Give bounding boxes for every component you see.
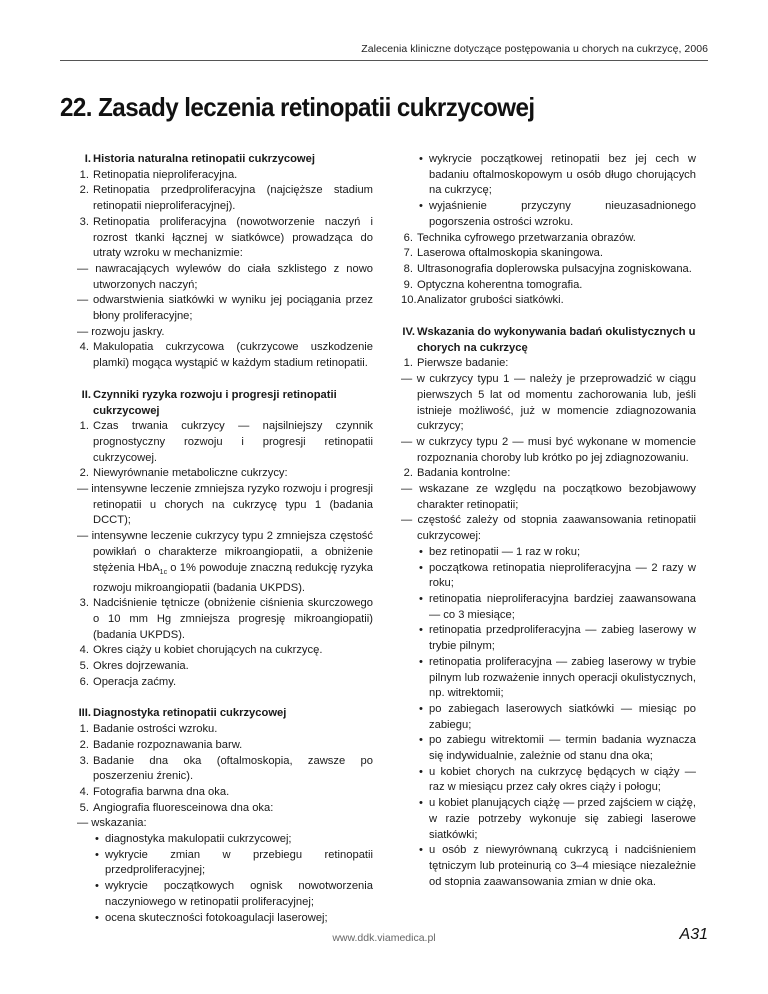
- dash-item: — rozwoju jaskry.: [77, 325, 165, 338]
- bullet-item: [401, 702, 696, 733]
- item-text: Operacja zaćmy.: [93, 675, 177, 688]
- subscript: 1c: [159, 568, 168, 576]
- item-text: Optyczna koherentna tomografia.: [417, 278, 583, 291]
- section-title: Czynniki ryzyka rozwoju i progresji retinopatii cukrzycowej: [93, 388, 337, 417]
- item-text: retinopatia nieproliferacyjna bardziej zaawansowana — co 3 miesiące;: [429, 592, 696, 621]
- bullet-icon: •: [419, 624, 423, 637]
- bullet-icon: •: [419, 702, 423, 715]
- item-number: 1.: [79, 723, 89, 736]
- item-number: 1.: [79, 420, 89, 433]
- numbered-item: [77, 785, 373, 801]
- numbered-item: [77, 801, 373, 817]
- item-text: Okres dojrzewania.: [93, 660, 189, 673]
- section-heading: [77, 706, 373, 722]
- section-heading: [77, 152, 373, 168]
- bullet-item: [401, 843, 696, 890]
- numbered-item: [401, 278, 696, 294]
- numbered-item: [401, 262, 696, 278]
- numbered-item: [77, 659, 373, 675]
- section-diagnostics-continued: [401, 152, 696, 309]
- bullet-icon: •: [419, 545, 423, 558]
- bullet-icon: •: [419, 200, 423, 213]
- item-number: 5.: [79, 801, 89, 814]
- section-number: IV.: [402, 326, 415, 339]
- item-text: u osób z niewyrównaną cukrzycą i nadciśnieniem tętniczym lub proteinurią co 3–4 miesiące niezależnie od stopnia zaawansowania zmian w dnie oka.: [429, 844, 696, 888]
- item-text: Fotografia barwna dna oka.: [93, 785, 230, 798]
- bullet-icon: •: [95, 880, 99, 893]
- numbered-item: [77, 419, 373, 466]
- numbered-item: [77, 466, 373, 482]
- item-text: Badanie ostrości wzroku.: [93, 723, 218, 736]
- bullet-icon: •: [419, 734, 423, 747]
- item-text: diagnostyka makulopatii cukrzycowej;: [105, 833, 292, 846]
- item-text: Badania kontrolne:: [417, 467, 511, 480]
- item-text: ocena skuteczności fotokoagulacji laserowej;: [105, 911, 328, 924]
- numbered-item: [77, 675, 373, 691]
- bullet-icon: •: [95, 911, 99, 924]
- item-number: 4.: [79, 785, 89, 798]
- dash-item: — odwarstwienia siatkówki w wyniku jej pociągania przez błony proliferacyjne;: [77, 294, 373, 323]
- page-number: A31: [679, 926, 708, 943]
- numbered-item: [401, 293, 696, 309]
- item-number: 4.: [79, 644, 89, 657]
- item-number: 3.: [79, 754, 89, 767]
- item-number: 4.: [79, 341, 89, 354]
- item-text: Niewyrównanie metaboliczne cukrzycy:: [93, 467, 288, 480]
- bullet-icon: •: [419, 844, 423, 857]
- numbered-item: [77, 168, 373, 184]
- bullet-item: [401, 796, 696, 843]
- bullet-item: [401, 733, 696, 764]
- bullet-icon: •: [419, 655, 423, 668]
- item-text: po zabiegu witrektomii — termin badania wyznacza się indywidualnie, zależnie od stanu dna oka;: [429, 734, 696, 763]
- running-header: Zalecenia kliniczne dotyczące postępowania u chorych na cukrzycę, 2006: [361, 43, 708, 55]
- dash-item: — intensywne leczenie cukrzycy typu 2 zmniejsza częstość powikłań o charakterze mikroangiopatii, a obniżenie stężenia HbA$_{1c}$ o 1% powoduje znaczną redukcję ryzyka rozwoju mikroangiopatii (badania UKPDS).: [77, 530, 374, 594]
- bullet-item: [77, 848, 373, 879]
- bullet-item: [401, 152, 696, 199]
- bullet-item: [401, 655, 696, 702]
- numbered-item: [77, 754, 373, 785]
- bullet-item: [77, 832, 373, 848]
- bullet-item: [401, 199, 696, 230]
- bullet-icon: •: [419, 153, 423, 165]
- numbered-item: [77, 183, 373, 214]
- item-text: Okres ciąży u kobiet chorujących na cukrzycę.: [93, 644, 323, 657]
- item-number: 5.: [79, 660, 89, 673]
- item-text: Retinopatia nieproliferacyjna.: [93, 168, 238, 181]
- dash-item: — intensywne leczenie zmniejsza ryzyko rozwoju i progresji retinopatii u chorych na cukrzycę typu 1 (badania DCCT);: [77, 483, 373, 527]
- item-text: u kobiet planujących ciążę — przed zajściem w ciążę, w razie potrzeby wykonuje się zabiegi laserowe siatkówki;: [429, 797, 696, 841]
- bullet-icon: •: [419, 592, 423, 605]
- item-text: Laserowa oftalmoskopia skaningowa.: [417, 247, 603, 260]
- item-text: po zabiegach laserowych siatkówki — miesiąc po zabiegu;: [429, 702, 696, 731]
- item-number: 3.: [79, 215, 89, 228]
- dash-item: — w cukrzycy typu 1 — należy je przeprowadzić w ciągu pierwszych 5 lat od momentu zachorowania lub, jeśli istnieje możliwość, już w momencie zdiagnozowania cukrzycy;: [401, 373, 696, 433]
- numbered-item: [77, 340, 373, 371]
- item-number: 6.: [79, 675, 89, 688]
- section-number: II.: [81, 388, 91, 401]
- item-text: wykrycie początkowej retinopatii bez jej cech w badaniu oftalmoskopowym u osób długo chorujących na cukrzycę;: [429, 153, 696, 197]
- numbered-item: [401, 356, 696, 372]
- item-number: 1.: [79, 168, 89, 181]
- item-text: początkowa retinopatia nieproliferacyjna — 2 razy w roku;: [429, 561, 696, 590]
- item-text: retinopatia przedproliferacyjna — zabieg laserowy w trybie pilnym;: [429, 624, 696, 653]
- item-number: 1.: [403, 357, 413, 370]
- bullet-item: [77, 911, 373, 927]
- item-text: Retinopatia przedproliferacyjna (najcięższe stadium retinopatii nieproliferacyjnej).: [93, 184, 373, 213]
- dash-item: — nawracających wylewów do ciała szklistego z nowo utworzonych naczyń;: [77, 262, 373, 291]
- bullet-icon: •: [419, 797, 423, 810]
- section-history: [77, 152, 373, 372]
- item-number: 10.: [401, 294, 417, 307]
- bullet-item: [401, 545, 696, 561]
- item-text: Technika cyfrowego przetwarzania obrazów.: [417, 231, 636, 244]
- bullet-icon: •: [419, 561, 423, 574]
- numbered-item: [401, 466, 696, 482]
- bullet-icon: •: [95, 833, 99, 846]
- numbered-item: [77, 738, 373, 754]
- bullet-item: [401, 592, 696, 623]
- numbered-item: [77, 643, 373, 659]
- item-text: bez retinopatii — 1 raz w roku;: [429, 545, 581, 558]
- bullet-item: [401, 765, 696, 796]
- bullet-icon: •: [95, 848, 99, 861]
- item-text: Analizator grubości siatkówki.: [417, 294, 564, 307]
- right-column: [401, 152, 696, 890]
- bullet-item: [77, 879, 373, 910]
- item-text: Retinopatia proliferacyjna (nowotworzenie naczyń i rozrost tkanki łącznej w siatkówce) prowadząca do utraty wzroku w mechanizmie:: [93, 215, 373, 260]
- section-title: Historia naturalna retinopatii cukrzycowej: [93, 153, 315, 165]
- item-number: 2.: [79, 184, 89, 197]
- item-text: wyjaśnienie przyczyny nieuzasadnionego pogorszenia ostrości wzroku.: [429, 200, 696, 228]
- item-text: wykrycie początkowych ognisk nowotworzenia naczyniowego w retinopatii proliferacyjnej;: [105, 880, 373, 908]
- dash-item: — częstość zależy od stopnia zaawansowania retinopatii cukrzycowej:: [401, 514, 696, 543]
- section-title: Wskazania do wykonywania badań okulistycznych u chorych na cukrzycę: [417, 326, 696, 354]
- numbered-item: [77, 596, 373, 643]
- item-text: Angiografia fluoresceinowa dna oka:: [93, 801, 274, 814]
- item-number: 2.: [403, 467, 413, 480]
- bullet-item: [401, 561, 696, 592]
- numbered-item: [77, 215, 373, 262]
- item-text: Makulopatia cukrzycowa (cukrzycowe uszkodzenie plamki) mogąca wystąpić w każdym stadium retinopatii.: [93, 341, 373, 370]
- footer-url: www.ddk.viamedica.pl: [332, 932, 436, 944]
- section-diagnostics: [77, 706, 373, 926]
- item-text: Pierwsze badanie:: [417, 357, 509, 370]
- item-number: 6.: [403, 231, 413, 244]
- item-number: 8.: [403, 262, 413, 275]
- dash-item: — wskazane ze względu na początkowo bezobjawowy charakter retinopatii;: [401, 483, 696, 511]
- left-column: [77, 152, 373, 926]
- numbered-item: [401, 246, 696, 262]
- item-text: Badanie rozpoznawania barw.: [93, 738, 243, 751]
- numbered-item: [401, 231, 696, 247]
- item-text: Nadciśnienie tętnicze (obniżenie ciśnienia skurczowego o 10 mm Hg zmniejsza progresję mikroangiopatii) (badania UKPDS).: [93, 597, 373, 641]
- item-number: 2.: [79, 738, 89, 751]
- item-text: retinopatia proliferacyjna — zabieg laserowy w trybie pilnym lub rozważenie innych operacji okulistycznych, np. witrektomii;: [429, 655, 696, 700]
- header-rule: [60, 60, 708, 61]
- page-title: 22. Zasady leczenia retinopatii cukrzycowej: [60, 92, 535, 122]
- section-number: I.: [84, 153, 91, 165]
- item-text: u kobiet chorych na cukrzycę będących w ciąży — raz w miesiącu przez cały okres ciąży i połogu;: [429, 765, 696, 794]
- item-number: 7.: [403, 247, 413, 260]
- item-text: Czas trwania cukrzycy — najsilniejszy czynnik prognostyczny rozwoju i progresji retinopatii cukrzycowej.: [93, 420, 373, 464]
- section-number: III.: [78, 707, 91, 720]
- dash-item: — w cukrzycy typu 2 — musi być wykonane w momencie rozpoznania choroby lub krótko po jej zdiagnozowaniu.: [401, 435, 696, 464]
- section-title: Diagnostyka retinopatii cukrzycowej: [93, 707, 287, 720]
- bullet-item: [401, 623, 696, 654]
- section-exam-indications: [401, 325, 696, 890]
- item-number: 9.: [403, 278, 413, 291]
- bullet-icon: •: [419, 765, 423, 778]
- item-text: Badanie dna oka (oftalmoskopia, zawsze po poszerzeniu źrenic).: [93, 754, 373, 783]
- item-number: 3.: [79, 597, 89, 610]
- dash-item: — wskazania:: [77, 817, 147, 830]
- item-number: 2.: [79, 467, 89, 480]
- section-heading: [77, 388, 373, 419]
- section-heading: [401, 325, 696, 356]
- numbered-item: [77, 722, 373, 738]
- item-text: Ultrasonografia doplerowska pulsacyjna zogniskowana.: [417, 262, 692, 275]
- section-risk-factors: [77, 388, 373, 691]
- item-text: wykrycie zmian w przebiegu retinopatii przedproliferacyjnej;: [105, 848, 373, 877]
